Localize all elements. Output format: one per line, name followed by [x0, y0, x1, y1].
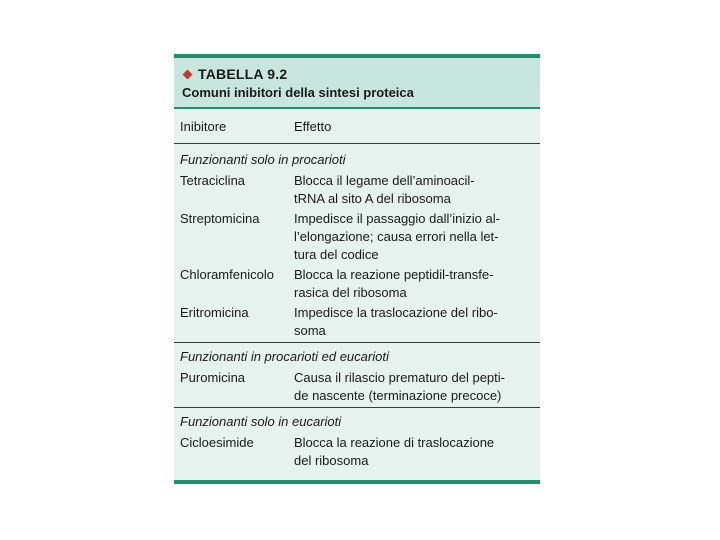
section-label: Funzionanti solo in eucarioti — [180, 414, 342, 429]
table-row — [174, 434, 540, 470]
inhibitor-name: Streptomicina — [180, 211, 260, 226]
table-title-band — [174, 58, 540, 109]
section-divider — [174, 407, 540, 430]
table-header-row — [174, 109, 540, 144]
inhibitor-name: Eritromicina — [180, 305, 249, 320]
inhibitor-effect: Impedisce la traslocazione del ribo- soma — [294, 305, 498, 338]
table-row — [174, 304, 540, 340]
inhibitor-effect: Blocca la reazione di traslocazione del ribosoma — [294, 435, 495, 468]
table-subtitle: Comuni inibitori della sintesi proteica — [182, 85, 414, 100]
inhibitor-effect: Impedisce il passaggio dall’inizio al- l’elongazione; causa errori nella let- tura del codice — [294, 211, 500, 262]
inhibitor-effect: Causa il rilascio prematuro del pepti- de nascente (terminazione precoce) — [294, 370, 505, 403]
inhibitor-name: Puromicina — [180, 370, 246, 385]
table-title-line — [182, 66, 540, 83]
header-inhibitor: Inibitore — [180, 118, 227, 134]
table-body — [174, 144, 540, 470]
header-effect: Effetto — [294, 118, 332, 134]
diamond-icon — [183, 70, 193, 80]
table-row — [174, 266, 540, 302]
table-row — [174, 369, 540, 405]
inhibitors-table — [174, 54, 540, 484]
section-label: Funzionanti in procarioti ed eucarioti — [180, 349, 389, 364]
inhibitor-effect: Blocca la reazione peptidil-transfe- rasica del ribosoma — [294, 267, 494, 300]
inhibitor-name: Tetraciclina — [180, 173, 246, 188]
table-row — [174, 172, 540, 208]
inhibitor-name: Chloramfenicolo — [180, 267, 274, 282]
inhibitor-name: Cicloesimide — [180, 435, 254, 450]
table-row — [174, 210, 540, 264]
section-divider — [174, 342, 540, 365]
table-title: TABELLA 9.2 — [198, 66, 288, 82]
inhibitor-effect: Blocca il legame dell’aminoacil- tRNA al sito A del ribosoma — [294, 173, 475, 206]
section-label: Funzionanti solo in procarioti — [180, 152, 346, 167]
